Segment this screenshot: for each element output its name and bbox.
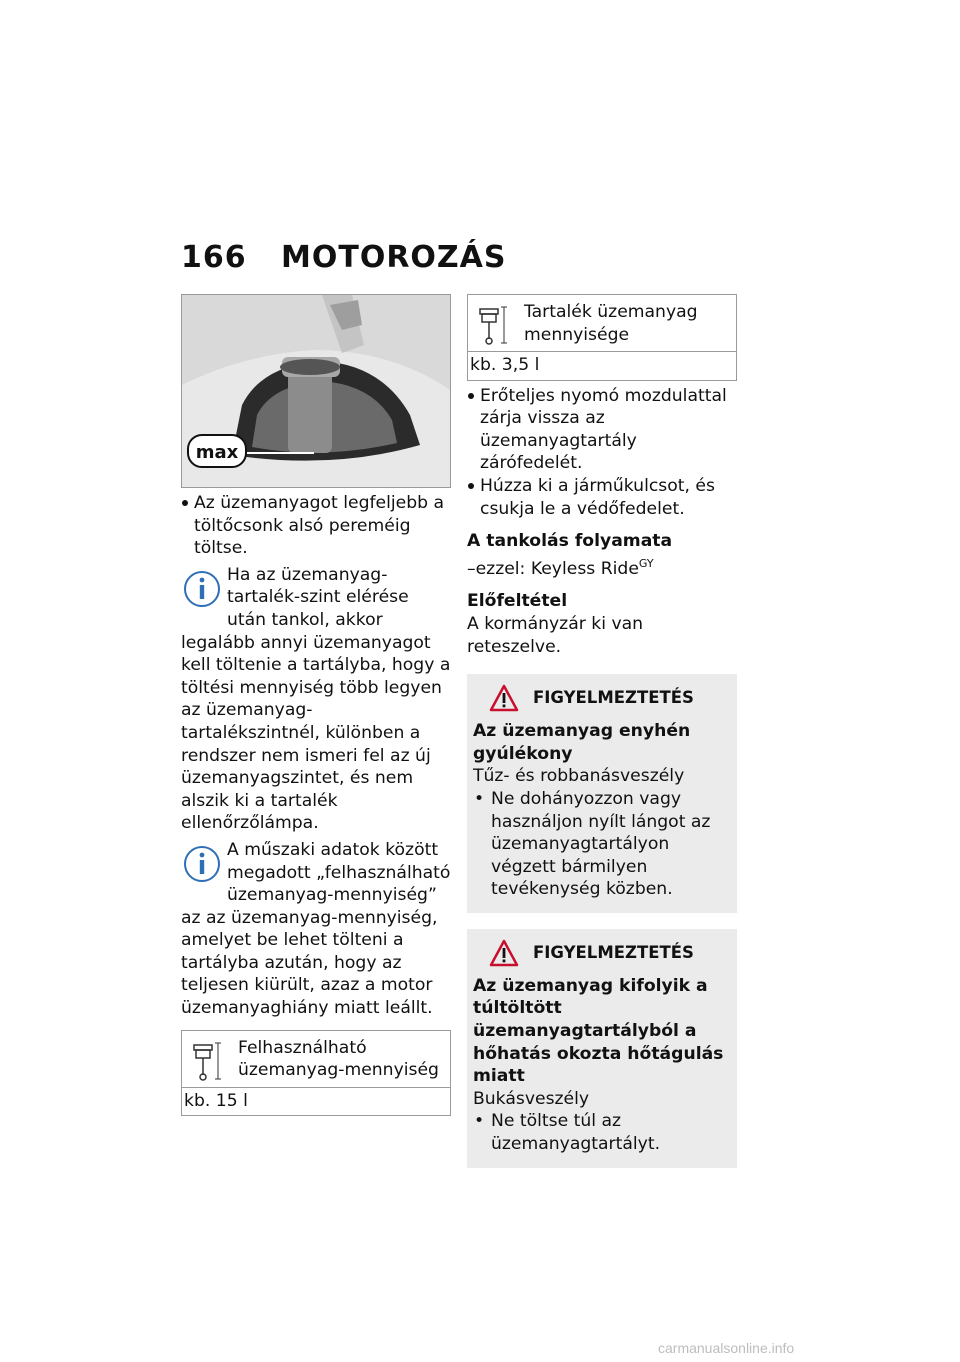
warning-title: Az üzemanyag kifolyik a túltöltött üzemanyagtartályból a hőhatás okozta hőtágulás miatt: [473, 975, 724, 1087]
page-header: [181, 240, 741, 275]
photo-max-label: max: [195, 442, 239, 463]
warning-label: FIGYELMEZTETÉS: [533, 688, 694, 708]
bullet-close-cap: Erőteljes nyomó mozdulattal zárja vissza az üzemanyagtartály zárófedelét.: [467, 385, 737, 475]
info-text-reserve: Ha az üzemanyag-tartalék-szint elérése után tankol, akkor legalább annyi üzemanyagot kell töltenie a tartályba, hogy a töltési mennyiség több legyen az üzemanyag-tartalékszintnél, különben a rendszer nem ismeri fel az új üzemanyagszintet, és nem alszik ki a tartalék ellenőrzőlámpa.: [181, 564, 451, 834]
warning-label: FIGYELMEZTETÉS: [533, 942, 694, 962]
warning-item: • Ne töltse túl az üzemanyagtartályt.: [473, 1110, 725, 1155]
info-icon: [181, 841, 223, 885]
fuel-pump-spec-icon: [190, 1039, 224, 1083]
page-title: MOTOROZÁS: [281, 240, 507, 275]
fuel-tank-illustration: [182, 295, 450, 487]
spec-reserve-fuel: [467, 294, 737, 381]
warning-triangle-icon: [489, 684, 519, 712]
spec-label: Tartalék üzemanyag mennyisége: [524, 302, 698, 345]
section-subtitle: –ezzel: Keyless Ride$^{GY}$: [467, 556, 654, 579]
warning-overflow: [467, 929, 737, 1168]
warning-risk: Bukásveszély: [473, 1088, 590, 1109]
spec-label: Felhasználható üzemanyag-mennyiség: [238, 1037, 439, 1081]
spec-usable-fuel: [181, 1030, 451, 1117]
page-number: 166: [181, 240, 247, 275]
warning-item: • Ne dohányozzon vagy használjon nyílt lángot az üzemanyagtartályon végzett bármilyen tevékenység közben.: [473, 788, 725, 901]
right-column: [467, 294, 737, 1168]
spec-value: kb. 15 l: [184, 1090, 248, 1111]
warning-flammable: [467, 674, 737, 913]
info-note-reserve: [181, 564, 451, 835]
fuel-pump-spec-icon: [476, 303, 510, 347]
bullet-fill-level: Az üzemanyagot legfeljebb a töltőcsonk alsó pereméig töltse.: [181, 492, 451, 560]
warning-risk: Tűz- és robbanásveszély: [473, 766, 685, 787]
info-note-usable: [181, 839, 451, 1020]
bullet-remove-key: Húzza ki a járműkulcsot, és csukja le a védőfedelet.: [467, 475, 737, 520]
precondition-title: Előfeltétel: [467, 591, 568, 612]
watermark: carmanualsonline.info: [658, 1340, 795, 1356]
section-title: A tankolás folyamata: [467, 531, 673, 552]
info-icon: [181, 566, 223, 610]
fuel-filler-photo: [181, 294, 451, 488]
warning-title: Az üzemanyag enyhén gyúlékony: [473, 721, 691, 764]
spec-value: kb. 3,5 l: [470, 355, 540, 375]
info-text-usable: A műszaki adatok között megadott „felhasználható üzemanyag-mennyiség” az az üzemanyag-mennyiség, amelyet be lehet tölteni a tartályba azután, hogy az teljesen kiürült, azaz a motor üzemanyaghiány miatt leállt.: [181, 839, 451, 1019]
warning-triangle-icon: [489, 939, 519, 967]
left-column: [181, 294, 451, 1116]
precondition-text: A kormányzár ki van reteszelve.: [467, 613, 644, 657]
superscript: GY: [638, 556, 654, 570]
